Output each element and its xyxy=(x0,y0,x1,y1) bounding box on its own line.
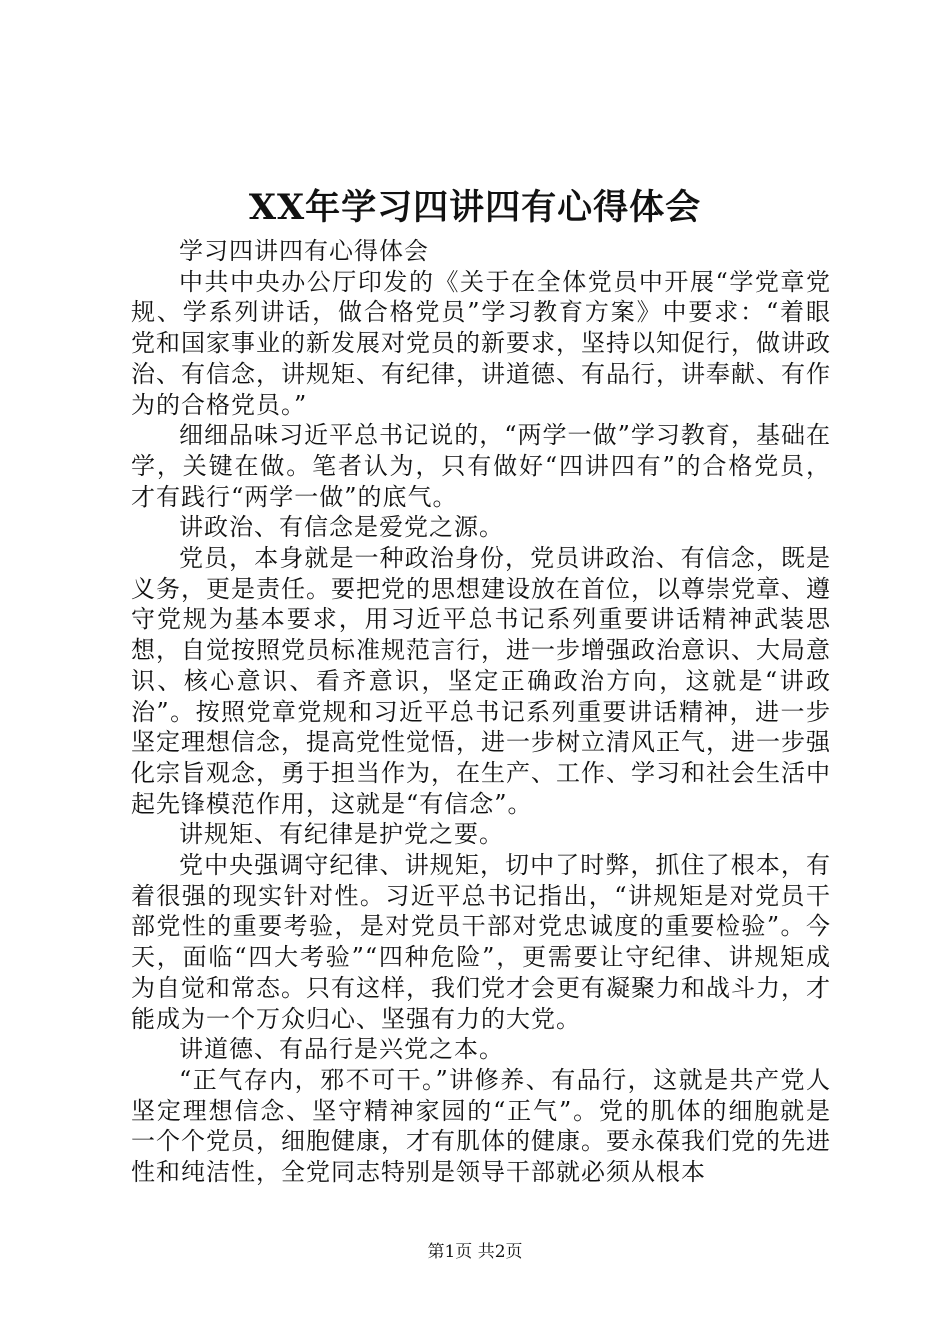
paragraph: 中共中央办公厅印发的《关于在全体党员中开展“学党章党规、学系列讲话，做合格党员”学习教育方案》中要求：“着眼党和国家事业的新发展对党员的新要求，坚持以知促行，做讲政治、有信念，讲规矩、有纪律，讲道德、有品行，讲奉献、有作为的合格党员。” xyxy=(131,267,831,419)
section-heading: 讲道德、有品行是兴党之本。 xyxy=(179,1035,504,1064)
paragraph: 党中央强调守纪律、讲规矩，切中了时弊，抓住了根本，有着很强的现实针对性。习近平总书记指出，“讲规矩是对党员干部党性的重要考验，是对党员干部对党忠诚度的重要检验”。今天，面临“四大考验”“四种危险”，更需要让守纪律、讲规矩成为自觉和常态。只有这样，我们党才会更有凝聚力和战斗力，才能成为一个万众归心、坚强有力的大党。 xyxy=(131,851,831,1033)
page-footer: 第1页 共2页 xyxy=(427,1242,523,1262)
paragraph-subtitle: 学习四讲四有心得体会 xyxy=(179,237,429,265)
document-body xyxy=(131,236,831,1188)
document-title: XX年学习四讲四有心得体会 xyxy=(248,187,702,228)
paragraph: 细细品味习近平总书记说的，“两学一做”学习教育，基础在学，关键在做。笔者认为，只有做好“四讲四有”的合格党员，才有践行“两学一做”的底气。 xyxy=(131,421,831,511)
section-heading: 讲政治、有信念是爱党之源。 xyxy=(179,513,504,542)
paragraph: “正气存内，邪不可干。”讲修养、有品行，这就是共产党人坚定理想信念、坚守精神家园的“正气”。党的肌体的细胞就是一个个党员，细胞健康，才有肌体的健康。要永葆我们党的先进性和纯洁性，全党同志特别是领导干部就必须从根本 xyxy=(131,1065,831,1187)
section-heading: 讲规矩、有纪律是护党之要。 xyxy=(179,820,504,849)
paragraph: 党员，本身就是一种政治身份，党员讲政治、有信念，既是义务，更是责任。要把党的思想建设放在首位，以尊崇党章、遵守党规为基本要求，用习近平总书记系列重要讲话精神武装思想，自觉按照党员标准规范言行，进一步增强政治意识、大局意识、核心意识、看齐意识，坚定正确政治方向，这就是“讲政治”。按照党章党规和习近平总书记系列重要讲话精神，进一步坚定理想信念，提高党性觉悟，进一步树立清风正气，进一步强化宗旨观念，勇于担当作为，在生产、工作、学习和社会生活中起先锋模范作用，这就是“有信念”。 xyxy=(131,544,831,818)
